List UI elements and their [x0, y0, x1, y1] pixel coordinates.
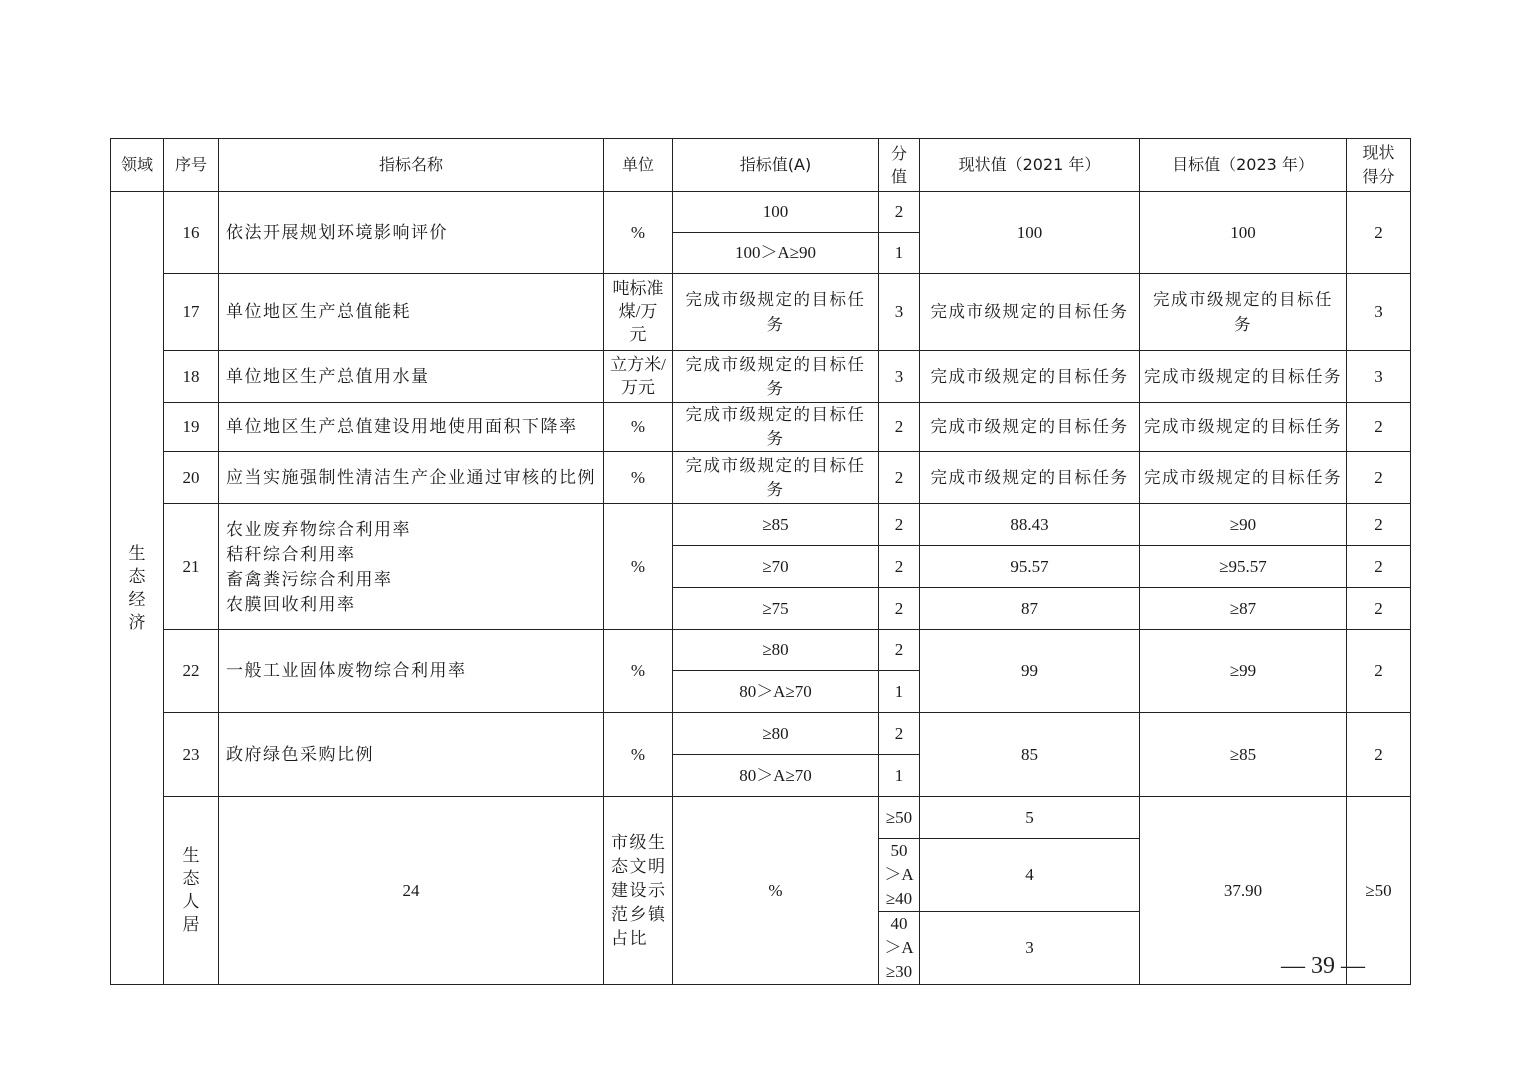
current-cell: 85 [920, 713, 1140, 797]
score-cell: 2 [879, 588, 920, 630]
domain-cell-eco-living: 生态人居 [164, 797, 219, 985]
value-cell: 40＞A≥30 [879, 912, 920, 985]
table-row [111, 797, 1411, 839]
unit-cell: % [673, 797, 879, 985]
table-row [111, 351, 1411, 403]
target-cell: ≥87 [1140, 588, 1347, 630]
current-score-cell: 2 [1347, 452, 1411, 504]
seq-cell: 21 [164, 504, 219, 630]
header-seq: 序号 [164, 139, 219, 192]
current-score-cell: 2 [1347, 403, 1411, 452]
target-cell: 100 [1140, 192, 1347, 274]
table-row [111, 403, 1411, 452]
score-cell: 2 [879, 403, 920, 452]
indicator-name: 秸秆综合利用率 [226, 544, 356, 564]
current-score-cell: 2 [1347, 588, 1411, 630]
indicator-table [110, 138, 1411, 985]
table-row [111, 452, 1411, 504]
header-current: 现状值（2021 年） [920, 139, 1140, 192]
score-cell: 2 [879, 192, 920, 233]
current-cell: 99 [920, 630, 1140, 713]
target-cell: ≥95.57 [1140, 546, 1347, 588]
indicator-name: 单位地区生产总值建设用地使用面积下降率 [219, 403, 604, 452]
target-cell: ≥90 [1140, 504, 1347, 546]
score-cell: 2 [879, 546, 920, 588]
seq-cell: 24 [219, 797, 604, 985]
target-cell: 完成市级规定的目标任务 [1140, 452, 1347, 504]
score-cell: 3 [920, 912, 1140, 985]
current-score-cell: 2 [1347, 192, 1411, 274]
score-cell: 2 [879, 504, 920, 546]
score-cell: 1 [879, 755, 920, 797]
current-cell: 88.43 [920, 504, 1140, 546]
current-score-cell: 3 [1347, 274, 1411, 351]
score-cell: 3 [879, 274, 920, 351]
current-cell: 完成市级规定的目标任务 [920, 403, 1140, 452]
table-row [111, 630, 1411, 671]
value-cell: ≥80 [673, 713, 879, 755]
current-score-cell: 2 [1347, 546, 1411, 588]
value-cell: ≥85 [673, 504, 879, 546]
seq-cell: 17 [164, 274, 219, 351]
indicator-name: 依法开展规划环境影响评价 [219, 192, 604, 274]
value-cell: ≥75 [673, 588, 879, 630]
current-cell: 完成市级规定的目标任务 [920, 274, 1140, 351]
current-score-cell: 2 [1347, 504, 1411, 546]
indicator-name-list [219, 504, 604, 630]
indicator-name: 农膜回收利用率 [226, 594, 356, 614]
header-score: 分值 [879, 139, 920, 192]
score-cell: 2 [879, 713, 920, 755]
header-domain: 领域 [111, 139, 164, 192]
table-row [111, 192, 1411, 233]
header-unit: 单位 [604, 139, 673, 192]
current-score-cell: 3 [1347, 351, 1411, 403]
current-cell: 95.57 [920, 546, 1140, 588]
value-cell: 80＞A≥70 [673, 671, 879, 713]
seq-cell: 18 [164, 351, 219, 403]
header-current-score: 现状得分 [1347, 139, 1411, 192]
header-target: 目标值（2023 年） [1140, 139, 1347, 192]
seq-cell: 20 [164, 452, 219, 504]
target-cell: 完成市级规定的目标任务 [1140, 274, 1347, 351]
current-cell: 完成市级规定的目标任务 [920, 452, 1140, 504]
unit-cell: % [604, 504, 673, 630]
indicator-name: 应当实施强制性清洁生产企业通过审核的比例 [219, 452, 604, 504]
current-cell: 100 [920, 192, 1140, 274]
current-cell: 37.90 [1140, 797, 1347, 985]
target-cell: 完成市级规定的目标任务 [1140, 403, 1347, 452]
value-cell: 完成市级规定的目标任务 [673, 403, 879, 452]
score-cell: 2 [879, 452, 920, 504]
value-cell: ≥80 [673, 630, 879, 671]
domain-cell-eco-economy: 生态经济 [111, 192, 164, 985]
table-row [111, 274, 1411, 351]
indicator-name: 单位地区生产总值用水量 [219, 351, 604, 403]
unit-cell: % [604, 403, 673, 452]
indicator-name: 市级生态文明建设示范乡镇占比 [604, 797, 673, 985]
unit-cell: % [604, 192, 673, 274]
unit-cell: 立方米/万元 [604, 351, 673, 403]
value-cell: 100 [673, 192, 879, 233]
value-cell: 80＞A≥70 [673, 755, 879, 797]
current-cell: 87 [920, 588, 1140, 630]
value-cell: ≥70 [673, 546, 879, 588]
indicator-name: 单位地区生产总值能耗 [219, 274, 604, 351]
unit-cell: 吨标准煤/万元 [604, 274, 673, 351]
unit-cell: % [604, 713, 673, 797]
seq-cell: 16 [164, 192, 219, 274]
table-row [111, 504, 1411, 546]
indicator-name: 政府绿色采购比例 [219, 713, 604, 797]
target-cell: ≥50 [1347, 797, 1411, 985]
target-cell: ≥99 [1140, 630, 1347, 713]
seq-cell: 22 [164, 630, 219, 713]
seq-cell: 19 [164, 403, 219, 452]
table-row [111, 713, 1411, 755]
seq-cell: 23 [164, 713, 219, 797]
indicator-name: 畜禽粪污综合利用率 [226, 569, 393, 589]
page-number: — 39 — [1281, 953, 1365, 979]
table-header-row [111, 139, 1411, 192]
score-cell: 1 [879, 233, 920, 274]
target-cell: 完成市级规定的目标任务 [1140, 351, 1347, 403]
value-cell: 完成市级规定的目标任务 [673, 351, 879, 403]
unit-cell: % [604, 630, 673, 713]
value-cell: ≥50 [879, 797, 920, 839]
target-cell: ≥85 [1140, 713, 1347, 797]
value-cell: 完成市级规定的目标任务 [673, 452, 879, 504]
unit-cell: % [604, 452, 673, 504]
value-cell: 完成市级规定的目标任务 [673, 274, 879, 351]
indicator-name: 农业废弃物综合利用率 [226, 519, 411, 539]
score-cell: 2 [879, 630, 920, 671]
score-cell: 3 [879, 351, 920, 403]
score-cell: 4 [920, 839, 1140, 912]
indicator-name: 一般工业固体废物综合利用率 [219, 630, 604, 713]
header-value: 指标值(A) [673, 139, 879, 192]
score-cell: 1 [879, 671, 920, 713]
current-score-cell: 2 [1347, 630, 1411, 713]
header-name: 指标名称 [219, 139, 604, 192]
current-cell: 完成市级规定的目标任务 [920, 351, 1140, 403]
score-cell: 5 [920, 797, 1140, 839]
current-score-cell: 2 [1347, 713, 1411, 797]
value-cell: 50＞A≥40 [879, 839, 920, 912]
value-cell: 100＞A≥90 [673, 233, 879, 274]
